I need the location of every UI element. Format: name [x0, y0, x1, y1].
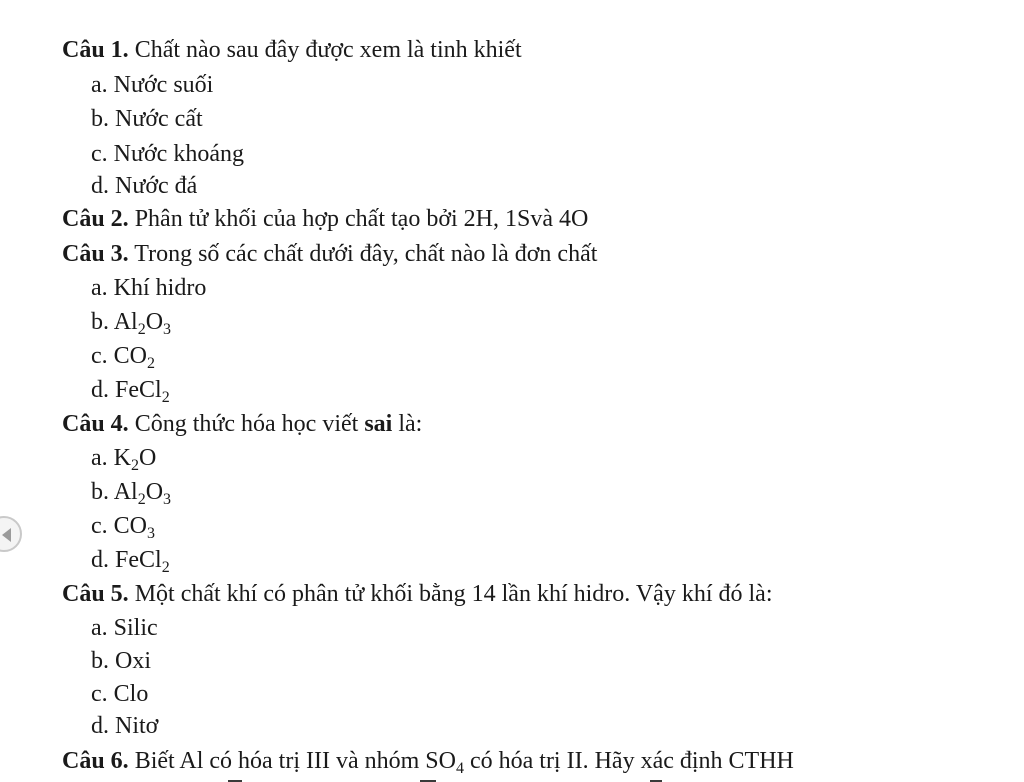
clipped-text-fragment	[650, 776, 662, 782]
formula-part: Al	[113, 479, 138, 505]
formula-subscript: 3	[163, 491, 172, 508]
question-3-label: Câu 3.	[62, 241, 129, 267]
question-4-option-a	[91, 443, 156, 473]
question-1-option-d: d. Nước đá	[91, 173, 198, 199]
formula-subscript: 3	[163, 321, 172, 338]
question-5-option-b: b. Oxi	[91, 648, 151, 674]
clipped-text-fragment	[420, 776, 436, 782]
question-1-text: Chất nào sau đây được xem là tinh khiết	[128, 37, 522, 63]
question-4-option-c	[91, 511, 155, 541]
formula-part: CO	[113, 513, 147, 539]
question-2	[62, 204, 588, 234]
question-6-text: Biết Al có hóa trị III và nhóm SO	[128, 748, 456, 774]
question-3	[62, 239, 597, 269]
question-5-text: Một chất khí có phân tử khối bằng 14 lần khí hidro. Vậy khí đó là:	[128, 581, 773, 607]
formula-subscript: 2	[137, 321, 146, 338]
question-1	[62, 35, 522, 65]
option-prefix: d.	[91, 377, 115, 403]
chevron-left-icon	[2, 528, 11, 542]
option-prefix: c.	[91, 343, 114, 369]
question-2-label: Câu 2.	[62, 206, 129, 232]
question-3-text: Trong số các chất dưới đây, chất nào là đơn chất	[128, 241, 598, 267]
formula-part: O	[145, 309, 164, 335]
formula-subscript: 4	[455, 760, 464, 777]
option-prefix: b.	[91, 479, 114, 505]
question-4-emphasis: sai	[364, 411, 393, 437]
formula-part: O	[139, 445, 157, 471]
question-1-label: Câu 1.	[62, 37, 129, 63]
formula-subscript: 2	[147, 355, 155, 372]
formula-part: O	[145, 479, 164, 505]
previous-page-button[interactable]	[0, 516, 22, 552]
question-3-option-b	[91, 307, 171, 337]
question-5-option-d: d. Nitơ	[91, 713, 159, 739]
formula-part: FeCl	[115, 377, 162, 403]
option-prefix: d.	[91, 547, 115, 573]
question-6-text-end: có hóa trị II. Hãy xác định CTHH	[463, 748, 794, 774]
question-1-option-b: b. Nước cất	[91, 106, 203, 132]
question-3-option-d	[91, 375, 170, 405]
question-6-label: Câu 6.	[62, 748, 129, 774]
formula-part: K	[113, 445, 131, 471]
formula-part: Al	[113, 309, 138, 335]
question-4-option-b	[91, 477, 171, 507]
option-prefix: c.	[91, 513, 114, 539]
formula-subscript: 3	[147, 525, 155, 542]
question-4-label: Câu 4.	[62, 411, 129, 437]
formula-subscript: 2	[161, 389, 170, 406]
question-6	[62, 746, 794, 776]
question-1-option-c: c. Nước khoáng	[91, 141, 244, 167]
option-prefix: b.	[91, 309, 114, 335]
question-5-option-a: a. Silic	[91, 615, 158, 641]
question-5-option-c: c. Clo	[91, 681, 149, 707]
question-5	[62, 579, 773, 609]
question-4-option-d	[91, 545, 170, 575]
formula-subscript: 2	[137, 491, 146, 508]
question-4-text: Công thức hóa học viết	[128, 411, 365, 437]
option-prefix: a.	[91, 445, 114, 471]
question-4	[62, 409, 422, 439]
question-3-option-a: a. Khí hidro	[91, 275, 207, 301]
question-5-label: Câu 5.	[62, 581, 129, 607]
formula-part: FeCl	[115, 547, 162, 573]
question-4-text-end: là:	[392, 411, 423, 437]
formula-subscript: 2	[161, 559, 170, 576]
formula-part: CO	[113, 343, 147, 369]
formula-subscript: 2	[131, 457, 139, 474]
question-3-option-c	[91, 341, 155, 371]
question-2-text: Phân tử khối của hợp chất tạo bởi 2H, 1Svà 4O	[128, 206, 589, 232]
question-1-option-a: a. Nước suối	[91, 72, 214, 98]
clipped-text-fragment	[228, 776, 242, 782]
